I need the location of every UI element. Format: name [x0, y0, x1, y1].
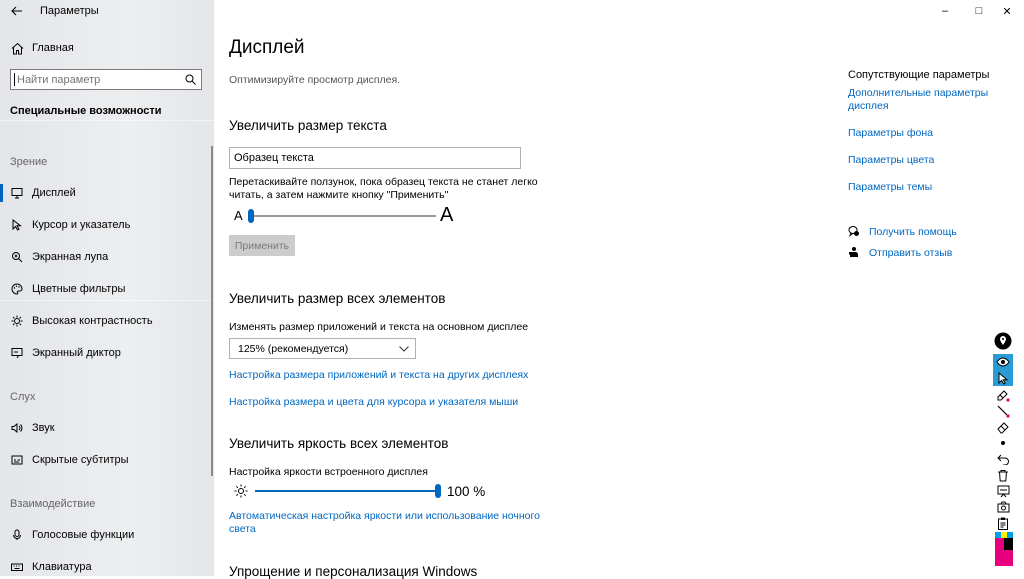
related-link-colors[interactable]: Параметры цвета	[848, 154, 935, 166]
camera-icon	[997, 501, 1010, 513]
toolbar-line[interactable]	[993, 403, 1013, 419]
sample-text-box	[229, 147, 521, 169]
highlighter-icon	[996, 388, 1010, 402]
sidebar-item-color-filters[interactable]	[0, 273, 214, 305]
apply-button[interactable]: Применить	[229, 235, 295, 256]
brightness-value: 100 %	[447, 484, 486, 499]
related-link-line[interactable]: дисплея	[848, 100, 889, 112]
group-label-vision: Зрение	[10, 156, 48, 168]
dot-size-icon	[1000, 440, 1006, 446]
sidebar-item-magnifier[interactable]	[0, 241, 214, 273]
whiteboard-icon	[997, 485, 1010, 498]
back-button[interactable]	[6, 3, 28, 19]
scale-label: Изменять размер приложений и текста на основном дисплее	[229, 321, 529, 333]
search-icon[interactable]	[185, 74, 196, 85]
get-help-link[interactable]: Получить помощь	[869, 226, 957, 238]
eraser-icon	[996, 420, 1010, 434]
sidebar-item-label: Скрытые субтитры	[32, 454, 129, 466]
sun-icon	[234, 484, 248, 498]
trash-icon	[997, 469, 1009, 482]
window-title: Параметры	[40, 5, 99, 17]
page-title: Дисплей	[229, 37, 305, 58]
sidebar-item-captions[interactable]	[0, 444, 214, 476]
brightness-slider-fill	[255, 490, 438, 492]
pointer-icon	[997, 372, 1009, 385]
help-icon	[848, 225, 860, 237]
line-tool-icon	[996, 404, 1010, 418]
eye-icon	[996, 357, 1010, 367]
toolbar-highlighter[interactable]	[993, 387, 1013, 403]
brightness-slider-thumb[interactable]	[435, 484, 441, 498]
keyboard-icon	[10, 560, 24, 574]
toolbar-logo[interactable]	[993, 331, 1013, 351]
related-link-advanced-display[interactable]	[848, 87, 988, 113]
scale-dropdown[interactable]	[229, 338, 416, 359]
sidebar-item-label: Звук	[32, 422, 55, 434]
small-a-label: A	[234, 208, 243, 223]
text-size-slider-track[interactable]	[251, 215, 436, 217]
related-link-background[interactable]: Параметры фона	[848, 127, 934, 139]
pin-logo-icon	[994, 332, 1012, 350]
toolbar-whiteboard[interactable]	[993, 483, 1013, 499]
brightness-label: Настройка яркости встроенного дисплея	[229, 466, 428, 478]
group-label-interaction: Взаимодействие	[10, 498, 96, 510]
text-size-heading: Увеличить размер текста	[229, 118, 387, 133]
sidebar-item-label: Курсор и указатель	[32, 219, 131, 231]
related-link-line[interactable]: Дополнительные параметры	[848, 87, 989, 99]
toolbar-eraser[interactable]	[993, 419, 1013, 435]
sidebar-home-label: Главная	[32, 42, 74, 54]
group-label-hearing: Слух	[10, 391, 36, 403]
text-size-slider-thumb[interactable]	[248, 209, 254, 223]
clipboard-icon	[997, 517, 1009, 530]
send-feedback-link[interactable]: Отправить отзыв	[869, 247, 953, 259]
related-heading: Сопутствующие параметры	[848, 69, 990, 81]
toolbar-delete[interactable]	[993, 467, 1013, 483]
brightness-heading: Увеличить яркость всех элементов	[229, 436, 449, 451]
scale-selected-value: 125% (рекомендуется)	[238, 343, 349, 355]
captions-icon	[10, 453, 24, 467]
sidebar-item-label: Дисплей	[32, 187, 76, 199]
sidebar-item-audio[interactable]	[0, 412, 214, 444]
palette-icon	[10, 282, 24, 296]
undo-icon	[997, 453, 1010, 465]
magnifier-icon	[10, 250, 24, 264]
sidebar	[0, 0, 214, 576]
sidebar-item-keyboard[interactable]	[0, 551, 214, 576]
narrator-icon	[10, 346, 24, 360]
night-light-link-line1[interactable]: Автоматическая настройка яркости или использование ночного	[229, 510, 540, 522]
other-displays-link[interactable]: Настройка размера приложений и текста на других дисплеях	[229, 369, 529, 381]
sidebar-item-label: Голосовые функции	[32, 529, 135, 541]
display-icon	[10, 186, 24, 200]
sidebar-item-label: Высокая контрастность	[32, 315, 153, 327]
toolbar-pointer[interactable]	[993, 370, 1013, 386]
home-icon	[10, 41, 24, 55]
search-box[interactable]	[10, 69, 202, 90]
feedback-icon	[848, 246, 860, 258]
sidebar-item-display[interactable]	[0, 177, 214, 209]
color-palette-swatch[interactable]	[995, 532, 1013, 566]
sidebar-scrollbar[interactable]	[211, 146, 213, 476]
section-title: Специальные возможности	[10, 105, 162, 117]
cursor-icon	[10, 218, 24, 232]
sidebar-item-narrator[interactable]	[0, 337, 214, 369]
night-light-link-line2[interactable]: света	[229, 523, 256, 535]
contrast-icon	[10, 314, 24, 328]
chevron-down-icon	[399, 346, 409, 352]
search-input[interactable]	[17, 71, 182, 88]
sidebar-item-cursor[interactable]	[0, 209, 214, 241]
sample-text: Образец текста	[234, 152, 314, 164]
sidebar-item-label: Клавиатура	[32, 561, 92, 573]
toolbar-clipboard[interactable]	[993, 515, 1013, 531]
all-elements-heading: Увеличить размер всех элементов	[229, 291, 446, 306]
close-button[interactable]: ✕	[1002, 5, 1012, 18]
sidebar-item-label: Экранный диктор	[32, 347, 121, 359]
related-link-themes[interactable]: Параметры темы	[848, 181, 933, 193]
speaker-icon	[10, 421, 24, 435]
sidebar-item-speech[interactable]	[0, 519, 214, 551]
toolbar-dot[interactable]	[993, 435, 1013, 451]
microphone-icon	[10, 528, 24, 542]
back-arrow-icon	[11, 6, 23, 16]
sidebar-item-label: Цветные фильтры	[32, 283, 126, 295]
annotation-toolbar	[993, 328, 1015, 574]
cursor-size-link[interactable]: Настройка размера и цвета для курсора и указателя мыши	[229, 396, 519, 408]
page-subtitle: Оптимизируйте просмотр дисплея.	[229, 74, 401, 86]
maximize-button[interactable]: □	[975, 5, 983, 17]
toolbar-camera[interactable]	[993, 499, 1013, 515]
text-size-hint-1: Перетаскивайте ползунок, пока образец текста не станет легко	[229, 176, 538, 188]
sidebar-item-label: Экранная лупа	[32, 251, 109, 263]
sidebar-item-home[interactable]	[0, 32, 214, 64]
minimize-button[interactable]: –	[941, 5, 949, 17]
large-a-label: A	[440, 204, 454, 226]
personalization-heading: Упрощение и персонализация Windows	[229, 564, 478, 579]
text-size-hint-2: читать, а затем нажмите кнопку "Применить"	[229, 189, 449, 201]
sidebar-item-high-contrast[interactable]	[0, 305, 214, 337]
toolbar-eye[interactable]	[993, 354, 1013, 370]
toolbar-undo[interactable]	[993, 451, 1013, 467]
